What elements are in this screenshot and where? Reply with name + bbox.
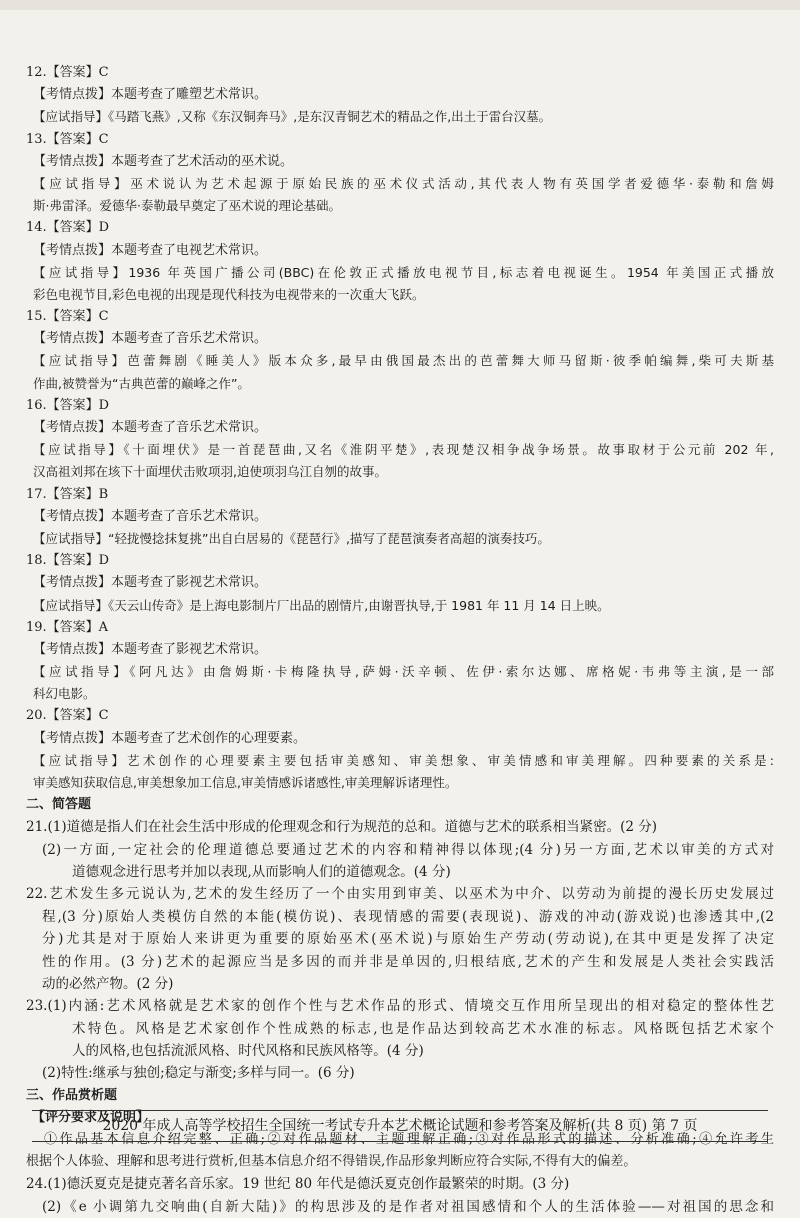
answer-line: 16.【答案】D [26,397,110,413]
scoring-line: 根据个人体验、理解和思考进行赏析,但基本信息介绍不得错误,作品形象判断应符合实际,不得有大的偏差。 [26,1154,637,1170]
answer-line: 【考情点拨】本题考查了影视艺术常识。 [33,575,268,591]
short-answer-line: 动的必然产物。(2 分) [42,975,174,992]
answer-line: 【考情点拨】本题考查了雕塑艺术常识。 [33,87,268,103]
answer-line: 14.【答案】D [26,220,110,236]
answer-line: 【考情点拨】本题考查了艺术活动的巫术说。 [33,153,294,169]
short-answer-line: (2)特性:继承与独创;稳定与渐变;多样与同一。(6 分) [42,1065,355,1082]
answer-line: 【应试指导】芭蕾舞剧《睡美人》版本众多,最早由俄国最杰出的芭蕾舞大师马留斯·彼季帕编舞,柴可夫斯基 [33,353,774,369]
short-answer-line: 21.(1)道德是指人们在社会生活中形成的伦理观念和行为规范的总和。道德与艺术的联系相当紧密。(2 分) [26,819,658,836]
answer-line: 彩色电视节目,彩色电视的出现是现代科技为电视带来的一次重大飞跃。 [33,286,425,302]
answer-line: 13.【答案】C [26,131,109,147]
scan-top-edge [0,0,800,10]
short-answer-line: (2)一方面,一定社会的伦理道德总要通过艺术的内容和精神得以体现;(4 分)另一方面,艺术以审美的方式对 [42,841,774,858]
answer-line: 【应试指导】《马踏飞燕》,又称《东汉铜奔马》,是东汉青铜艺术的精品之作,出土于雷台汉墓。 [33,109,552,125]
q24-line: (2)《e 小调第九交响曲(自新大陆)》的构思涉及的是作者对祖国感情和个人的生活体验——对祖国的思念和 [42,1198,774,1215]
answer-line: 【考情点拨】本题考查了音乐艺术常识。 [33,331,268,347]
answer-line: 科幻电影。 [33,686,96,702]
answer-line: 作曲,被赞誉为“古典芭蕾的巅峰之作”。 [33,375,250,391]
q24-line: 24.(1)德沃夏克是捷克著名音乐家。19 世纪 80 年代是德沃夏克创作最繁荣的时期。(3 分) [26,1176,570,1193]
answer-line: 15.【答案】C [26,309,109,325]
short-answer-line: 分)尤其是对于原始人来讲更为重要的原始巫术(巫术说)与原始生产劳动(劳动说),在其中更是发挥了决定 [42,931,774,948]
page-footer: 2020 年成人高等学校招生全国统一考试专升本艺术概论试题和参考答案及解析(共 8 页) 第 7 页 [32,1110,768,1142]
answer-line: 18.【答案】D [26,553,110,569]
answer-line: 19.【答案】A [26,619,109,635]
short-answer-line: 程,(3 分)原始人类模仿自然的本能(模仿说)、表现情感的需要(表现说)、游戏的冲动(游戏说)也渗透其中,(2 [42,908,774,925]
answer-line: 【考情点拨】本题考查了影视艺术常识。 [33,641,268,657]
answer-line: 斯·弗雷泽。爱德华·泰勒最早奠定了巫术说的理论基础。 [33,198,341,214]
answer-line: 【应试指导】“轻拢慢捻抹复挑”出自白居易的《琵琶行》,描写了琵琶演奏者高超的演奏技巧。 [33,530,550,546]
short-answer-line: 人的风格,也包括流派风格、时代风格和民族风格等。(4 分) [72,1043,424,1060]
short-answer-line: 道德观念进行思考并加以表现,从而影响人们的道德观念。(4 分) [72,863,451,880]
section-heading-short-answer: 二、简答题 [26,797,92,813]
answer-line: 【应试指导】《十面埋伏》是一首琵琶曲,又名《淮阴平楚》,表现楚汉相争战争场景。故事取材于公元前 202 年, [33,442,774,458]
answer-line: 【应试指导】《阿凡达》由詹姆斯·卡梅隆执导,萨姆·沃辛顿、佐伊·索尔达娜、席格妮·韦弗等主演,是一部 [33,664,774,680]
answer-line: 12.【答案】C [26,65,109,80]
answer-line: 20.【答案】C [26,708,109,724]
short-answer-line: 22.艺术发生多元说认为,艺术的发生经历了一个由实用到审美、以巫术为中介、以劳动为前提的漫长历史发展过 [26,886,774,903]
section-heading-appreciation: 三、作品赏析题 [26,1087,118,1103]
document-page [26,62,774,1218]
answer-line: 【应试指导】艺术创作的心理要素主要包括审美感知、审美想象、审美情感和审美理解。四种要素的关系是: [33,752,774,768]
answer-line: 【考情点拨】本题考查了艺术创作的心理要素。 [33,730,307,746]
answer-line: 审美感知获取信息,审美想象加工信息,审美情感诉诸感性,审美理解诉诸理性。 [33,775,458,790]
answer-line: 【应试指导】巫术说认为艺术起源于原始民族的巫术仪式活动,其代表人物有英国学者爱德华·泰勒和詹姆 [33,175,774,191]
question-24-answer [26,1173,774,1218]
short-answer-block [26,816,774,1085]
answer-line: 【考情点拨】本题考查了电视艺术常识。 [33,242,268,258]
scoring-line: ①作品基本信息介绍完整、正确;②对作品题材、主题理解正确;③对作品形式的描述、分析准确;④允许考生 [44,1132,774,1148]
short-answer-line: 术特色。风格是艺术家创作个性成熟的标志,也是作品达到较高艺术水准的标志。风格既包括艺术家个 [72,1020,774,1037]
answer-line: 【考情点拨】本题考查了音乐艺术常识。 [33,508,268,524]
answer-line: 【考情点拨】本题考查了音乐艺术常识。 [33,420,268,435]
answer-line: 【应试指导】1936 年英国广播公司(BBC)在伦敦正式播放电视节目,标志着电视诞生。1954 年美国正式播放 [33,264,774,280]
answer-line: 17.【答案】B [26,486,109,502]
answer-line: 【应试指导】《天云山传奇》是上海电影制片厂出品的剧情片,由谢晋执导,于 1981 年 11 月 14 日上映。 [33,597,610,613]
multiple-choice-answers [26,62,774,794]
short-answer-line: 23.(1)内涵:艺术风格就是艺术家的创作个性与艺术作品的形式、情境交互作用所呈现出的相对稳定的整体性艺 [26,998,774,1015]
short-answer-line: 性的作用。(3 分)艺术的起源应当是多因的而并非是单因的,归根结底,艺术的产生和发展是人类社会实践活 [42,953,774,970]
scoring-title: 【评分要求及说明】 [32,1109,150,1125]
answer-line: 汉高祖刘邦在垓下十面埋伏击败项羽,迫使项羽乌江自刎的故事。 [33,464,387,480]
